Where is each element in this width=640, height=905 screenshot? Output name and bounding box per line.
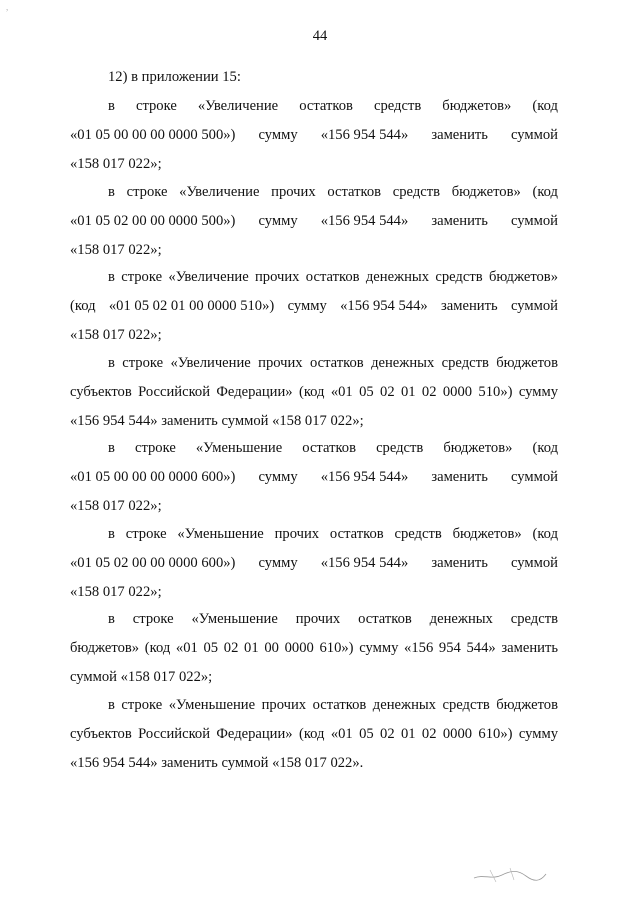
line-segment: «156 954 544»	[320, 469, 409, 485]
line-segment: бюджетов» (код «01 05 02 01 00 0000 610») сумму «156 954 544» заменить	[70, 640, 558, 656]
line-segment: прочих	[295, 611, 341, 627]
line-segment: «Увеличение	[197, 98, 279, 114]
line-segment: бюджетов»	[442, 98, 512, 114]
line-segment: «156 954 544»	[320, 127, 409, 143]
line-segment: «01 05 02 01 00 0000 510»)	[108, 298, 275, 314]
line-segment: «Уменьшение	[191, 611, 278, 627]
line-segment: сумму	[258, 212, 298, 229]
line-segment: заменить	[431, 212, 488, 229]
line-segment: в	[108, 611, 115, 627]
line-segment: суммой	[510, 298, 558, 314]
line-segment: (код	[532, 440, 558, 456]
line-segment: «01 05 02 00 00 0000 600»)	[70, 554, 236, 571]
line-segment: «156 954 544»	[340, 298, 428, 314]
paragraph-line: «156 954 544» заменить суммой «158 017 022».	[70, 754, 364, 771]
line-segment: строке	[134, 440, 176, 456]
paragraph-line	[70, 639, 558, 657]
paragraph-line	[108, 183, 558, 201]
line-segment: в	[108, 98, 115, 114]
line-segment: остатков	[299, 98, 353, 114]
line-segment: остатков	[358, 611, 412, 627]
line-segment: в строке «Уменьшение прочих остатков средств бюджетов» (код	[108, 525, 558, 542]
line-segment: суммой	[511, 469, 558, 485]
line-segment: строке	[135, 98, 177, 114]
line-segment: строке	[132, 611, 174, 627]
paragraph-line	[108, 354, 558, 372]
line-segment: заменить	[431, 127, 488, 143]
line-segment: «01 05 02 00 00 0000 500»)	[70, 212, 236, 229]
paragraph-line	[108, 610, 558, 628]
line-segment: «01 05 00 00 00 0000 500»)	[70, 127, 236, 143]
paragraph-line: «158 017 022»;	[70, 583, 162, 600]
paragraph-line	[70, 725, 558, 743]
line-segment: (код	[70, 298, 96, 314]
line-segment: в строке «Уменьшение прочих остатков денежных средств бюджетов	[108, 696, 558, 713]
paragraph-line	[108, 525, 558, 543]
paragraph-line: «158 017 022»;	[70, 241, 162, 258]
corner-mark: ,	[6, 2, 9, 12]
paragraph-line: «158 017 022»;	[70, 498, 162, 514]
line-segment: «Уменьшение	[195, 440, 283, 456]
item-heading: 12) в приложении 15:	[108, 69, 241, 85]
paragraph-line	[70, 468, 558, 486]
paragraph-line	[70, 554, 558, 572]
paragraph-line	[108, 97, 558, 115]
line-segment: бюджетов»	[443, 440, 513, 456]
paragraph-line: «158 017 022»;	[70, 156, 162, 172]
line-segment: субъектов Российской Федерации» (код «01 05 02 01 02 0000 510») сумму	[70, 383, 558, 400]
paragraph-line	[108, 696, 558, 714]
line-segment: «01 05 00 00 00 0000 600»)	[70, 469, 236, 485]
line-segment: «156 954 544»	[320, 554, 409, 571]
line-segment: суммой	[511, 212, 558, 229]
paragraph-line	[108, 439, 558, 457]
line-segment: в строке «Увеличение прочих остатков денежных средств бюджетов	[108, 354, 558, 371]
page-number: 44	[312, 28, 328, 44]
line-segment: заменить	[431, 469, 488, 485]
paragraph-line: «158 017 022»;	[70, 327, 162, 343]
line-segment: остатков	[302, 440, 356, 456]
line-segment: «156 954 544»	[320, 212, 409, 229]
line-segment: сумму	[287, 298, 327, 314]
line-segment: средств	[510, 611, 558, 627]
paragraph-line	[70, 126, 558, 144]
line-segment: заменить	[431, 554, 488, 571]
line-segment: сумму	[258, 554, 298, 571]
line-segment: денежных	[429, 611, 493, 627]
paragraph-line: суммой «158 017 022»;	[70, 669, 213, 685]
ink-scribble-mark	[470, 858, 550, 888]
line-segment: (код	[532, 98, 558, 114]
paragraph-line	[70, 383, 558, 401]
line-segment: в	[108, 440, 115, 456]
paragraph-line	[70, 212, 558, 230]
line-segment: субъектов Российской Федерации» (код «01 05 02 01 02 0000 610») сумму	[70, 725, 558, 742]
paragraph-line	[108, 268, 558, 286]
line-segment: суммой	[511, 554, 558, 571]
line-segment: суммой	[511, 127, 558, 143]
paragraph-line	[70, 297, 558, 315]
line-segment: средств	[376, 440, 424, 456]
line-segment: сумму	[258, 469, 298, 485]
line-segment: в строке «Увеличение прочих остатков денежных средств бюджетов»	[108, 269, 558, 285]
line-segment: заменить	[441, 298, 498, 314]
line-segment: средств	[374, 98, 422, 114]
paragraph-line: «156 954 544» заменить суммой «158 017 022»;	[70, 412, 364, 429]
line-segment: в строке «Увеличение прочих остатков средств бюджетов» (код	[108, 183, 558, 200]
line-segment: сумму	[258, 127, 298, 143]
